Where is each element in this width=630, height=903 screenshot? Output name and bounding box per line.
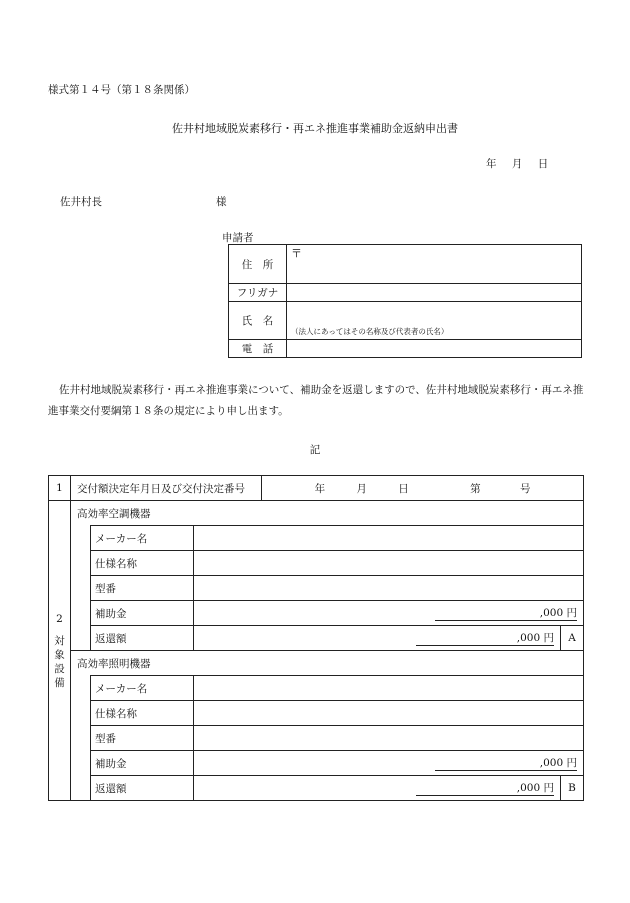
row2-vertical-char: 象 (54, 648, 65, 661)
row2-number: 2 (56, 612, 63, 625)
row1-date-field[interactable] (262, 476, 584, 501)
furigana-label: フリガナ (229, 284, 287, 302)
subsidy-field[interactable] (194, 751, 584, 776)
spec-field[interactable] (194, 551, 584, 576)
subsidy-amount: ,000 円 (435, 606, 577, 621)
refund-amount: ,000 円 (416, 631, 554, 646)
spec-field[interactable] (194, 701, 584, 726)
maker-label: メーカー名 (91, 526, 194, 551)
section-heading-ac: 高効率空調機器 (71, 501, 584, 526)
subsidy-label: 補助金 (91, 601, 194, 626)
maker-field[interactable] (194, 526, 584, 551)
spec-label: 仕様名称 (91, 551, 194, 576)
model-field[interactable] (194, 576, 584, 601)
submission-date (486, 156, 548, 171)
refund-label: 返還額 (91, 776, 194, 801)
phone-field[interactable] (287, 340, 582, 358)
row1-day: 日 (398, 482, 409, 495)
model-label: 型番 (91, 726, 194, 751)
model-label: 型番 (91, 576, 194, 601)
row-grant-decision (49, 476, 584, 501)
document-title: 佐井村地域脱炭素移行・再エネ推進事業補助金返納申出書 (172, 122, 458, 135)
refund-amount: ,000 円 (416, 781, 554, 796)
row2-vertical-char: 設 (54, 662, 65, 675)
refund-label: 返還額 (91, 626, 194, 651)
form-number: 様式第１４号（第１８条関係） (48, 84, 195, 96)
address-label: 住 所 (229, 245, 287, 284)
applicant-heading: 申請者 (222, 232, 254, 244)
row2-label-cell (49, 501, 71, 801)
row1-go: 号 (519, 482, 531, 495)
section-heading-lighting: 高効率照明機器 (71, 651, 584, 676)
maker-field[interactable] (194, 676, 584, 701)
refund-field[interactable] (194, 776, 561, 801)
model-field[interactable] (194, 726, 584, 751)
indent-gap (71, 526, 91, 651)
refund-mark: A (561, 626, 584, 651)
postal-mark: 〒 (291, 247, 302, 260)
name-field[interactable] (287, 302, 582, 340)
date-day: 日 (537, 158, 549, 170)
addressee-honorific: 様 (216, 196, 227, 208)
row1-label: 交付額決定年月日及び交付決定番号 (71, 476, 262, 501)
row1-year: 年 (314, 482, 326, 495)
details-table (48, 475, 584, 801)
addressee-to: 佐井村長 (60, 196, 102, 208)
applicant-table (228, 244, 582, 358)
subsidy-field[interactable] (194, 601, 584, 626)
refund-mark: B (561, 776, 584, 801)
furigana-field[interactable] (287, 284, 582, 302)
body-text: 佐井村地域脱炭素移行・再エネ推進事業について、補助金を返還しますので、佐井村地域脱炭素移行・再エネ推進事業交付要綱第１８条の規定により申し出ます。 (48, 384, 584, 417)
maker-label: メーカー名 (91, 676, 194, 701)
refund-field[interactable] (194, 626, 561, 651)
row1-month: 月 (356, 482, 367, 495)
address-field[interactable] (287, 245, 582, 284)
addressee (60, 194, 227, 209)
subsidy-label: 補助金 (91, 751, 194, 776)
date-year: 年 (486, 158, 497, 170)
row1-dai: 第 (470, 482, 481, 495)
name-note: （法人にあってはその名称及び代表者の氏名） (291, 327, 449, 336)
spec-label: 仕様名称 (91, 701, 194, 726)
ki-heading: 記 (309, 444, 321, 456)
row2-vertical-char: 備 (54, 676, 65, 689)
name-label: 氏 名 (229, 302, 287, 340)
subsidy-amount: ,000 円 (435, 756, 577, 771)
row1-number: 1 (49, 476, 71, 501)
phone-label: 電 話 (229, 340, 287, 358)
indent-gap (71, 676, 91, 801)
date-month: 月 (511, 158, 523, 170)
row2-vertical-char: 対 (54, 634, 65, 647)
